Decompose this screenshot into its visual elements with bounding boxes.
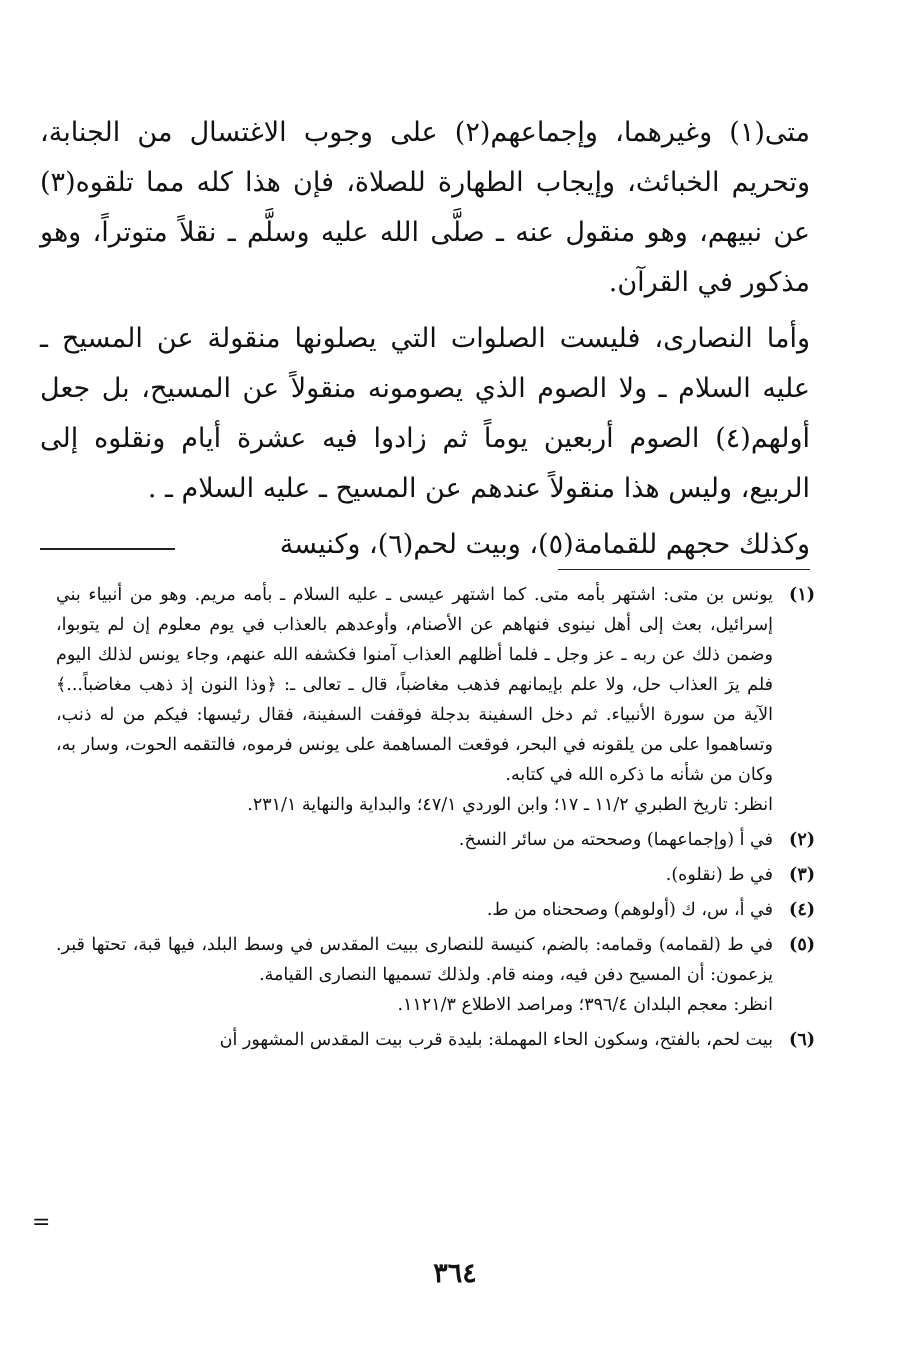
- footnote-separator: [558, 569, 810, 570]
- main-last-line: [40, 520, 810, 570]
- footnote-body: [56, 1025, 773, 1055]
- main-paragraph-2: وأما النصارى، فليست الصلوات التي يصلونها منقولة عن المسيح ـ عليه السلام ـ ولا الصوم الذي يصومونه منقولاً عن المسيح، بل جعل أولهم(٤) الصوم أربعين يوماً ثم زادوا فيه عشرة أيام ونقلوه إلى الربيع، وليس هذا منقولاً عندهم عن المسيح ـ عليه السلام ـ .: [40, 323, 810, 504]
- footnote-1: [56, 580, 815, 820]
- main-text: [40, 108, 810, 570]
- footnote-body: [56, 580, 773, 820]
- page-number: ٣٦٤: [433, 1258, 477, 1289]
- main-last-line-text: وكذلك حجهم للقمامة(٥)، وبيت لحم(٦)، وكنيسة: [279, 529, 810, 560]
- footnote-body: [56, 860, 773, 890]
- continuation-dash: [40, 548, 175, 550]
- footnote-3: [56, 860, 815, 890]
- footnote-5: [56, 930, 815, 1020]
- footnote-reference: انظر: معجم البلدان ٣٩٦/٤؛ ومراصد الاطلاع ١١٢١/٣.: [397, 995, 773, 1015]
- footnote-number: (٦): [789, 1030, 815, 1050]
- footnote-number: (٤): [789, 900, 815, 920]
- main-paragraph-1: متى(١) وغيرهما، وإجماعهم(٢) على وجوب الاغتسال من الجنابة، وتحريم الخبائث، وإيجاب الطهارة للصلاة، فإن هذا كله مما تلقوه(٣) عن نبيهم، وهو منقول عنه ـ صلَّى الله عليه وسلَّم ـ نقلاً متوتراً، وهو مذكور في القرآن.: [40, 117, 810, 298]
- footnote-text: في ط (نقلوه).: [665, 865, 773, 885]
- footnote-text: في ط (لقمامه) وقمامه: بالضم، كنيسة للنصارى ببيت المقدس في وسط البلد، فيها قبة، تحتها قبر. يزعمون: أن المسيح دفن فيه، ومنه قام. ولذلك تسميها النصارى القيامة.: [56, 935, 773, 985]
- footnotes: [56, 580, 815, 1060]
- footnote-number: (٢): [789, 830, 815, 850]
- footnote-text: في أ (وإجماعهما) وصححته من سائر النسخ.: [458, 830, 773, 850]
- footnote-body: [56, 895, 773, 925]
- footnote-4: [56, 895, 815, 925]
- footnote-number: (٣): [789, 865, 815, 885]
- footnote-number: (٥): [789, 935, 815, 955]
- footnote-number: (١): [789, 585, 815, 605]
- footnote-reference: انظر: تاريخ الطبري ١١/٢ ـ ١٧؛ وابن الوردي ٤٧/١؛ والبداية والنهاية ٢٣١/١.: [247, 795, 773, 815]
- footnote-text: بيت لحم، بالفتح، وسكون الحاء المهملة: بليدة قرب بيت المقدس المشهور أن: [219, 1030, 773, 1050]
- continuation-mark: =: [32, 1210, 51, 1235]
- footnote-body: [56, 930, 773, 1020]
- footnote-text: في أ، س، ك (أولوهم) وصححناه من ط.: [486, 900, 773, 920]
- footnote-6: [56, 1025, 815, 1055]
- footnote-text: يونس بن متى: اشتهر بأمه متى. كما اشتهر عيسى ـ عليه السلام ـ بأمه مريم. وهو من أنبياء بني إسرائيل، بعث إلى أهل نينوى فنهاهم عن الأصنام، وأوعدهم بالعذاب في يوم معلوم إن لم يتوبوا، وضمن ذلك عن ربه ـ عز وجل ـ فلما أظلهم العذاب آمنوا فكشفه الله عنهم، وجاء يونس لذلك اليوم فلم يرَ العذاب حل، ولا علم بإيمانهم فذهب مغاضباً، قال ـ تعالى ـ: ﴿وذا النون إذ ذهب مغاضباً...﴾ الآية من سورة الأنبياء. ثم دخل السفينة بدجلة فوقفت السفينة، فقال رئيسها: فيكم من له ذنب، وتساهموا على من يلقونه في البحر، فوقعت المساهمة على يونس فرموه، فالتقمه الحوت، وسار به، وكان من شأنه ما ذكره الله في كتابه.: [56, 585, 773, 785]
- footnote-2: [56, 825, 815, 855]
- footnote-body: [56, 825, 773, 855]
